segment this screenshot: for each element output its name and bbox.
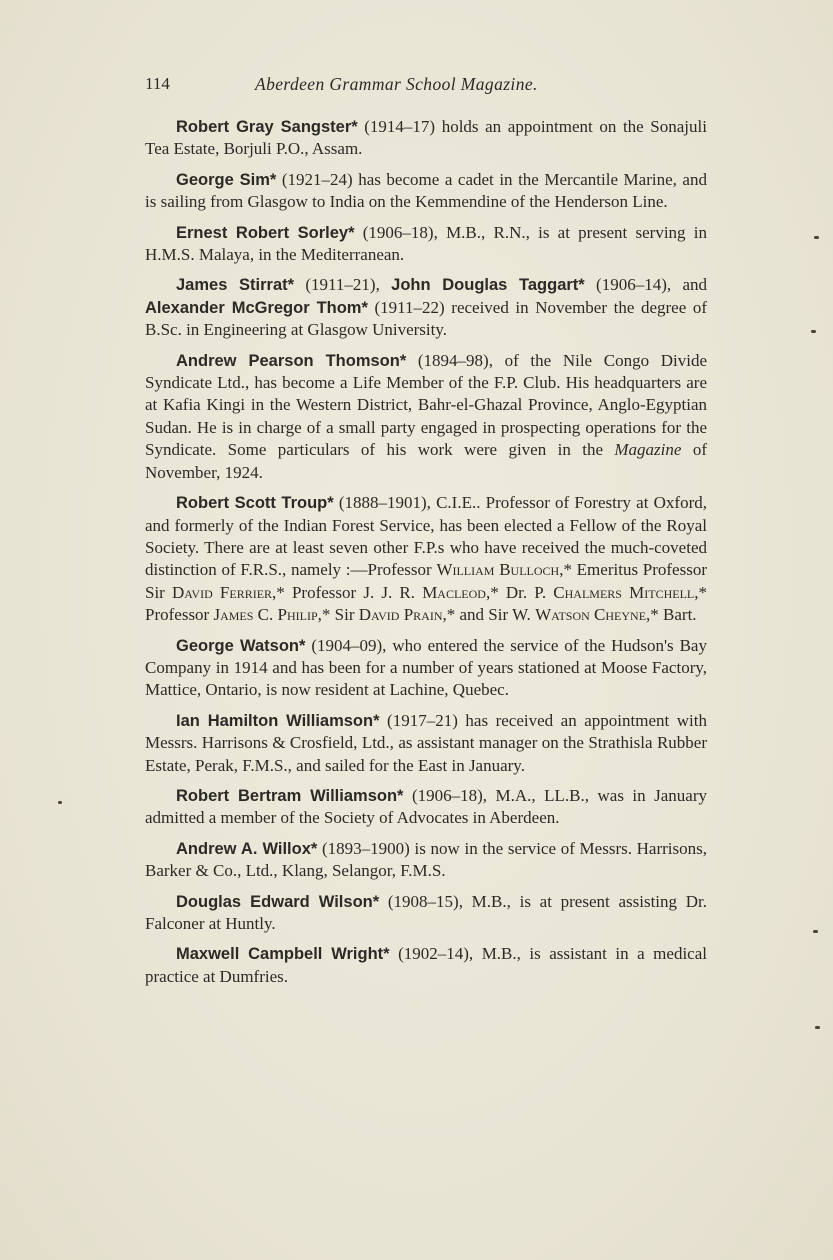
person-name: Douglas Edward Wilson* <box>176 892 380 911</box>
print-speck <box>811 330 816 333</box>
entry-text: (1893–1900) is now in the service of Messrs. Harrisons, Barker & Co., Ltd., Klang, Selangor, F.M.S. <box>145 838 708 881</box>
person-name: Robert Bertram Williamson* <box>176 786 404 805</box>
entry-text: (1906–14), and <box>584 275 707 295</box>
running-title: Aberdeen Grammar School Magazine. <box>255 74 538 94</box>
entry-wright <box>145 943 707 988</box>
person-name: Andrew A. Willox* <box>176 839 318 858</box>
entry-sorley <box>145 222 707 267</box>
person-name: Robert Gray Sangster* <box>176 118 358 136</box>
person-name: Alexander McGregor Thom* <box>145 298 368 317</box>
entry-text: (1911–21), <box>294 275 392 295</box>
fellow-name: Watson Cheyne, <box>535 605 651 625</box>
entry-robert-williamson <box>145 785 707 830</box>
person-name: Maxwell Campbell Wright* <box>176 945 390 964</box>
entry-sim <box>145 169 707 214</box>
person-name: John Douglas Taggart* <box>391 276 585 295</box>
entry-text: (1911–22) received in November the degree of B.Sc. in Engineering at Glasgow University. <box>145 297 707 340</box>
fellow-name: Chalmers Mitchell, <box>553 582 699 602</box>
entry-watson <box>145 635 707 702</box>
fellow-name: David Prain, <box>358 605 447 625</box>
entry-text: (1914–17) holds an appointment on the Sonajuli Tea Estate, Borjuli P.O., Assam. <box>145 117 707 159</box>
person-name: James Stirrat* <box>176 276 295 295</box>
print-speck <box>814 236 819 239</box>
fellow-name: William Bulloch, <box>436 560 564 580</box>
entry-text: (1902–14), M.B., is assistant in a medical practice at Dumfries. <box>145 944 707 986</box>
entry-troup <box>145 492 707 626</box>
magazine-title: Magazine <box>614 440 682 460</box>
entry-text: (1906–18), M.B., R.N., is at present serving in H.M.S. Malaya, in the Mediterranean. <box>145 222 708 265</box>
person-name: Ernest Robert Sorley* <box>176 223 355 242</box>
fellow-name: David Ferrier, <box>172 582 277 602</box>
page-number: 114 <box>145 74 170 93</box>
person-name: Robert Scott Troup* <box>176 494 334 513</box>
print-speck <box>58 801 62 804</box>
entry-text: (1894–98), of the Nile Congo Divide Syndicate Ltd., has become a Life Member of the F.P. Club. His headquarters are at Kafia Kingi in the Western District, Bahr-el-Ghazal Province, Anglo-Egyptian Sudan. He is in charge of a small party engaged in prospecting operations for the Syndicate. Some particulars of his work were given in the <box>145 350 707 460</box>
entry-willox <box>145 838 707 883</box>
page-header <box>145 74 705 98</box>
entry-text: of November, 1924. <box>145 440 707 482</box>
entry-text: * Professor <box>145 582 707 625</box>
entry-text: (1908–15), M.B., is at present assisting Dr. Falconer at Huntly. <box>145 891 707 933</box>
entry-text: (1921–24) has become a cadet in the Mercantile Marine, and is sailing from Glasgow to India on the Kemmendine of the Henderson Line. <box>145 169 707 212</box>
article-body <box>145 116 707 996</box>
entry-ian-williamson <box>145 710 707 777</box>
entry-thomson <box>145 350 707 484</box>
entry-wilson <box>145 891 707 936</box>
print-speck <box>813 930 818 933</box>
fellow-name: Macleod, <box>422 582 491 602</box>
entry-text: * Dr. P. <box>490 582 554 602</box>
person-name: George Sim* <box>176 170 277 189</box>
entry-text: * Bart. <box>650 605 697 625</box>
entry-text: (1904–09), who entered the service of the Hudson's Bay Company in 1914 and has been for a number of years stationed at Moose Factory, Mattice, Ontario, is now resident at Lachine, Quebec. <box>145 635 707 700</box>
entry-text: * Sir <box>321 605 359 625</box>
entry-text: * Professor J. J. R. <box>276 582 423 602</box>
entry-text: (1906–18), M.A., LL.B., was in January admitted a member of the Society of Advocates in Aberdeen. <box>145 785 707 828</box>
entry-text: * Emeritus Professor Sir <box>145 560 707 602</box>
print-speck <box>815 1026 820 1029</box>
entry-text: (1888–1901), C.I.E.. Professor of Forestry at Oxford, and formerly of the Indian Forest Service, has been elected a Fellow of the Royal Society. There are at least seven other F.P.s who have received the much-coveted distinction of F.R.S., namely :—Professor <box>145 493 707 580</box>
person-name: Andrew Pearson Thomson* <box>176 351 407 370</box>
entry-sangster <box>145 116 707 161</box>
entry-stirrat-taggart-thom <box>145 274 707 341</box>
person-name: Ian Hamilton Williamson* <box>176 711 380 730</box>
entry-text: (1917–21) has received an appointment with Messrs. Harrisons & Crosfield, Ltd., as assistant manager on the Strathisla Rubber Estate, Perak, F.M.S., and sailed for the East in January. <box>145 710 707 775</box>
entry-text: * and Sir W. <box>446 605 536 625</box>
person-name: George Watson* <box>176 636 306 655</box>
fellow-name: James C. Philip, <box>213 605 322 625</box>
